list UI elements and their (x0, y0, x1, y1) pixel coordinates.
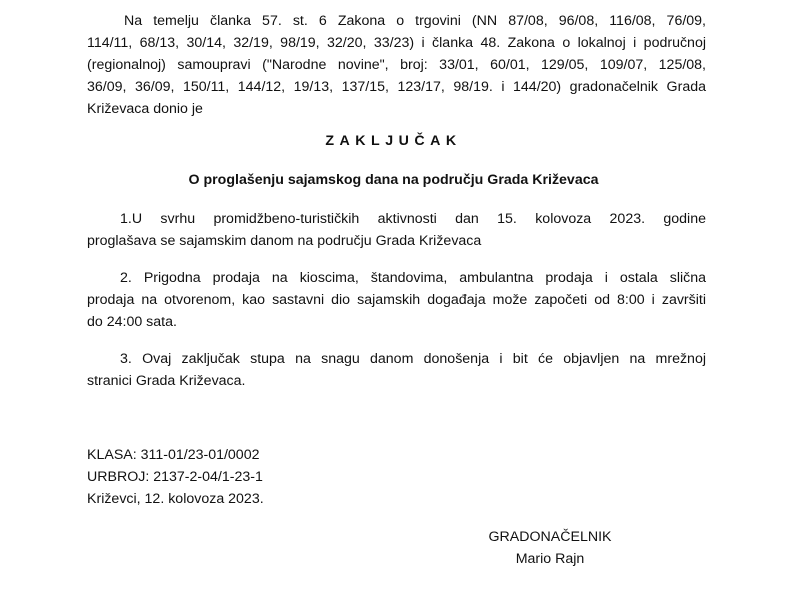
signature-role: GRADONAČELNIK (488, 529, 612, 545)
preamble-line-4: 36/09, 36/09, 150/11, 144/12, 19/13, 137/15, 123/17, 98/19. i 144/20) gradonačelnik Grada (87, 79, 706, 95)
item-1-line-1: 1.U svrhu promidžbeno-turističkih aktivnosti dan 15. kolovoza 2023. godine (120, 211, 706, 227)
klasa: KLASA: 311-01/23-01/0002 (87, 447, 260, 463)
signature-block (480, 526, 620, 570)
signature-name: Mario Rajn (515, 551, 585, 567)
preamble-line-1: Na temelju članka 57. st. 6 Zakona o trgovini (NN 87/08, 96/08, 116/08, 76/09, (124, 13, 706, 29)
place-date: Križevci, 12. kolovoza 2023. (87, 491, 264, 507)
item-1-line-2: proglašava se sajamskim danom na području Grada Križevaca (87, 233, 482, 249)
document-subtitle: O proglašenju sajamskog dana na području Grada Križevaca (188, 172, 599, 188)
document-meta (87, 444, 264, 510)
item-3-line-1: 3. Ovaj zaključak stupa na snagu danom donošenja i bit će objavljen na mrežnoj (120, 351, 706, 367)
item-2 (87, 267, 706, 333)
item-3 (87, 348, 706, 392)
preamble-line-5: Križevaca donio je (87, 101, 203, 117)
document-title: ZAKLJUČAK (325, 133, 462, 149)
preamble-line-2: 114/11, 68/13, 30/14, 32/19, 98/19, 32/20, 33/23) i članka 48. Zakona o lokalnoj i područnoj (87, 35, 706, 51)
urbroj: URBROJ: 2137-2-04/1-23-1 (87, 469, 263, 485)
item-1 (87, 208, 706, 252)
item-2-line-3: do 24:00 sata. (87, 314, 177, 330)
item-2-line-2: prodaja na otvorenom, kao sastavni dio sajamskih događaja može započeti od 8:00 i završiti (87, 292, 706, 308)
item-2-line-1: 2. Prigodna prodaja na kioscima, štandovima, ambulantna prodaja i ostala slična (120, 270, 706, 286)
item-3-line-2: stranici Grada Križevaca. (87, 373, 246, 389)
preamble-line-3: (regionalnoj) samoupravi ("Narodne novine", broj: 33/01, 60/01, 129/05, 109/07, 125/08, (87, 57, 706, 73)
preamble-paragraph (87, 10, 706, 120)
